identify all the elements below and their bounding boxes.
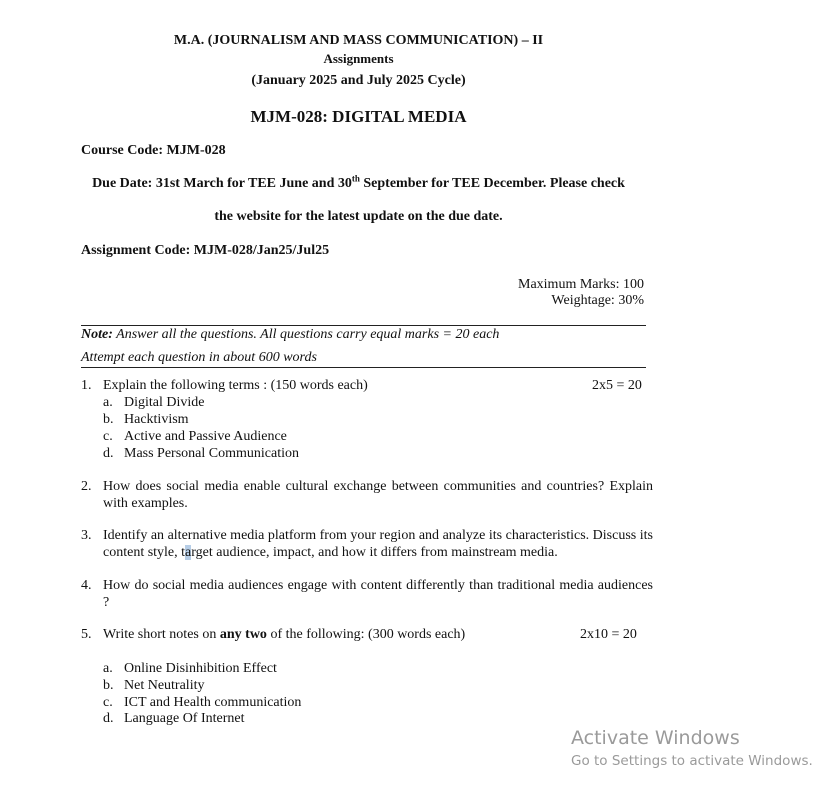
- cycle-title: (January 2025 and July 2025 Cycle): [251, 73, 466, 88]
- question-1-item-a: a. Digital Divide: [103, 395, 205, 410]
- max-marks: Maximum Marks: 100: [518, 277, 644, 292]
- note-bottom-rule: [81, 367, 646, 368]
- due-date-line1: [0, 173, 717, 192]
- note-line1: [81, 327, 499, 343]
- question-5-item-c: c. ICT and Health communication: [103, 695, 302, 710]
- course-title: MJM-028: DIGITAL MEDIA: [250, 107, 467, 126]
- question-5-item-b: b. Net Neutrality: [103, 678, 205, 693]
- question-text: How do social media audiences engage with content differently than traditional media audiences ?: [103, 578, 653, 610]
- question-1-item-b: b. Hacktivism: [103, 412, 189, 427]
- question-number: 2.: [81, 479, 92, 494]
- question-5-item-a: a. Online Disinhibition Effect: [103, 661, 277, 676]
- question-5-marks: 2x10 = 20: [580, 627, 637, 642]
- activate-windows-subtitle: Go to Settings to activate Windows.: [571, 753, 813, 769]
- question-1-marks: 2x5 = 20: [592, 378, 642, 393]
- question-text: How does social media enable cultural exchange between communities and countries? Explain with examples.: [103, 479, 653, 511]
- note-top-rule: [81, 325, 646, 326]
- section-title: Assignments: [323, 51, 394, 66]
- weightage: Weightage: 30%: [551, 293, 644, 308]
- question-2: [81, 479, 653, 513]
- question-4: [81, 578, 653, 612]
- question-5: [81, 627, 653, 644]
- note-line2: Attempt each question in about 600 words: [81, 350, 317, 365]
- question-number: 1.: [81, 378, 92, 393]
- due-date-line2: the website for the latest update on the due date.: [214, 209, 503, 224]
- question-text: Write short notes on any two of the following: (300 words each): [103, 627, 466, 642]
- question-1-item-d: d. Mass Personal Communication: [103, 446, 299, 461]
- question-1: [81, 378, 653, 395]
- activate-windows-title: Activate Windows: [571, 727, 740, 749]
- question-number: 4.: [81, 578, 92, 593]
- question-3: [81, 528, 653, 562]
- due-date-sup: th: [351, 173, 360, 184]
- question-text: Explain the following terms : (150 words each): [103, 378, 368, 393]
- due-date-text-b: September for TEE December. Please check: [359, 176, 625, 191]
- question-5-item-d: d. Language Of Internet: [103, 711, 245, 726]
- assignment-code: Assignment Code: MJM-028/Jan25/Jul25: [81, 243, 330, 258]
- note-text: Answer all the questions. All questions carry equal marks = 20 each: [112, 327, 500, 342]
- question-1-item-c: c. Active and Passive Audience: [103, 429, 287, 444]
- question-text: Identify an alternative media platform from your region and analyze its characteristics. Discuss its content style, target audience, impact, and how it differs from mainstream media.: [103, 528, 653, 560]
- course-code: Course Code: MJM-028: [81, 143, 226, 158]
- question-number: 5.: [81, 627, 92, 642]
- question-number: 3.: [81, 528, 92, 543]
- due-date-text-a: Due Date: 31st March for TEE June and 30: [92, 176, 352, 191]
- text-selection-highlight: a: [185, 544, 192, 560]
- note-label: Note:: [81, 327, 113, 342]
- program-title: M.A. (JOURNALISM AND MASS COMMUNICATION) – II: [173, 33, 544, 48]
